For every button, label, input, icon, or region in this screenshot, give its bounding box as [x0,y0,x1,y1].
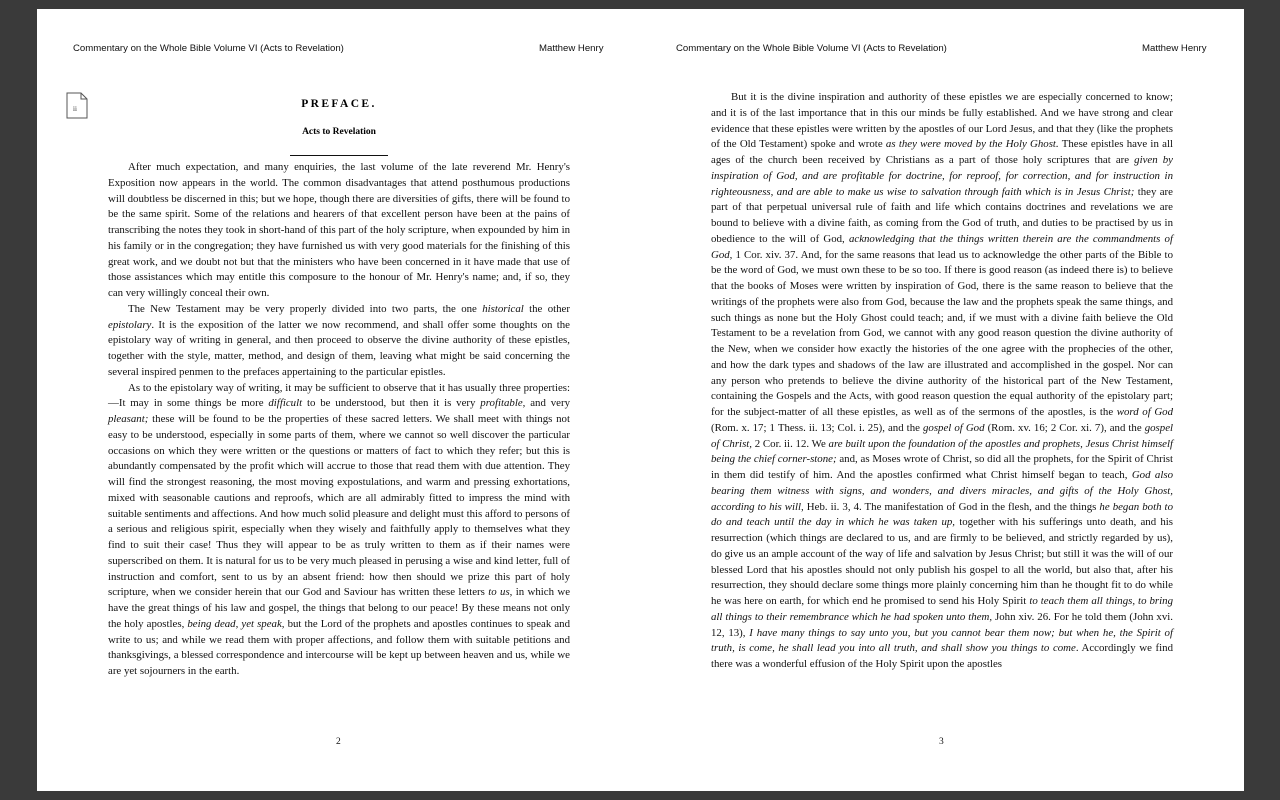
text-run: 1 Cor. xiv. 37. And, for the same reasons that lead us to acknowledge the other parts of the Bible to be the word of God, we must own these to be so too. If there is good reason (as indeed there is) to believe that the books of Moses were written by inspiration of God, there is the same reason to believe that the writings of the prophets were also from God, because the law and the prophets speak the same things, and such things as none but the Holy Ghost could teach; and, if we must with a divine faith believe the Old Testament to be a revelation from God, we cannot with any good reason question the divine authority of the New, when we consider how exactly the histories of the one agree with the prophecies of the other, and how the dark types and shadows of the law are illustrated and accomplished in the gospel. Nor can any person who pretends to believe the divine authority of the historical part of the New Testament, containing the Gospels and the Acts, with good reason question the equal authority of the epistolary part; for the subject-matter of all these epistles, as well as of the sermons of the apostles, is the [711,248,1173,418]
text-run: but the Lord of the prophets and apostles continues to speak and write to us; and while we read them with proper affections, and follow them with suitable petitions and thanksgivings, a blessed correspondence and intercourse will be kept up between heaven and us, while we are yet sojourners in the earth. [108,617,570,677]
page-thumbnail-label: ii [73,105,77,113]
paragraph [711,90,1173,673]
document-icon [66,92,88,119]
running-header-author: Matthew Henry [1142,43,1207,54]
italic-text: word of God [1116,406,1173,418]
text-run: in which we have the great things of his law and gospel, the things that belong to our peace! By these means not only the holy apostles, [108,586,571,630]
page-right [640,9,1243,791]
paragraph [108,160,570,302]
text-run: to be understood, but then it is very [302,397,481,410]
text-run: together with his sufferings unto death, and his resurrection (which things are declared to us, and are firmly to be believed, and strictly regarded by us), do give us an ample account of the way of life and salvation by Jesus Christ; but still it was the will of our blessed Lord that his apostles should not only publish his gospel to all the world, but also that, after his resurrection, they should declare some things more plainly concerning him than he thought fit to do while he was here on earth, for which end he promised to send his Holy Spirit [711,516,1173,607]
italic-text: being dead, yet speak, [187,617,285,630]
text-run: (Rom. xv. 16; 2 Cor. xi. 7), and the [984,421,1145,434]
italic-text: as they were moved by the Holy Ghost. [885,138,1059,151]
text-run: But it is the divine inspiration and authority of these epistles we are especially concerned to know; and it is of the last importance that in this our minds be fully established. And we have strong and clear evidence that these epistles were written by the apostles of our Lord Jesus, and that they (like the prophets of the Old Testament) spoke and wrote [711,91,1173,151]
page-number: 2 [336,737,341,747]
italic-text: acknowledging that the things written therein are the commandments of God, [711,232,1173,261]
running-header-author: Matthew Henry [539,43,604,54]
text-run: (Rom. x. 17; 1 Thess. ii. 13; Col. i. 25), and the [711,421,923,434]
text-run: and, as Moses wrote of Christ, so did all the prophets, for the Spirit of Christ in them did testify of him. And the apostles confirmed what Christ himself began to teach, [711,453,1173,481]
text-run: The New Testament may be very properly divided into two parts, the one [128,302,483,315]
italic-text: gospel of Christ, [711,421,1174,450]
document-viewer[interactable] [37,9,1244,791]
italic-text: epistolary [108,318,152,331]
italic-text: difficult [268,397,303,410]
text-run: these will be found to be the properties of these sacred letters. We shall meet with things not easy to be understood, especially in some parts of them, where we cannot so well discover the particular occasions on which they were written or the questions or matters of fact to which they refer; but this is abundantly compensated by the profit which will accrue to those that read them with due attention. They will find the strongest reasoning, the most moving expostulations, and warm and pressing exhortations, mixed with seasonable cautions and reproofs, which are all admirably fitted to impress the mind with suitable sentiments and affections. And how much solid pleasure and delight must this afford to persons of a serious and religious spirit, especially when they wisely and faithfully apply to themselves what they find to suit their case! Thus they will appear to be as truly written to them as if their names were superscribed on them. It is natural for us to be very much pleased in perusing a wise and kind letter, full of instruction and comfort, sent to us by an absent friend: how then should we prize this part of holy scripture, when we consider herein that our God and Saviour has written these letters [108,413,570,599]
text-run: . It is the exposition of the latter we now recommend, and shall offer some thoughts on the epistolary way of writing in general, and then proceed to observe the divine authority of these epistles, together with the style, matter, method, and design of them, leaving what might be said concerning the several inspired penmen to the prefaces appertaining to the particular epistles. [108,318,570,378]
italic-text: historical [482,302,524,315]
text-run: and very [525,397,570,410]
title-divider [290,155,388,156]
italic-text: gospel of God [922,421,985,434]
italic-text: I have many things to say unto you, but you cannot bear them now; but when he, the Spirit of truth, is come, he shall lead you into all truth, and shall show you things to come [711,626,1173,655]
italic-text: he began both to do and teach until the day in which he was taken up, [711,500,1173,529]
italic-text: are built upon the foundation of the apostles and prophets, Jesus Christ himself being the chief corner-stone; [711,437,1173,466]
running-header-title: Commentary on the Whole Bible Volume VI (Acts to Revelation) [676,43,947,54]
paragraph [108,302,570,381]
text-run: . Accordingly we find there was a wonderful effusion of the Holy Spirit upon the apostles [711,642,1173,670]
text-run: As to the epistolary way of writing, it may be sufficient to observe that it has usually three properties:—It may in some things be more [108,381,570,410]
italic-text: God also bearing them witness with signs, and wonders, and divers miracles, and gifts of the Holy Ghost, according to his will, [711,469,1173,513]
text-run: Heb. ii. 3, 4. The manifestation of God in the flesh, and the things [803,500,1100,513]
italic-text: given by inspiration of God, and are profitable for doctrine, for reproof, for correction, and for instruction in righteousness, and are able to make us wise to salvation through faith which is in Jesus Christ; [711,154,1173,198]
paragraph [108,381,570,680]
page-left [37,9,640,791]
preface-title: PREFACE. [301,98,377,110]
page-number: 3 [939,737,944,747]
text-run: After much expectation, and many enquiries, the last volume of the late reverend Mr. Henry's Exposition now appears in the world. The common disadvantages that attend posthumous productions will doubtless be discerned in this; but we hope, though there are diversities of gifts, there will be found to be the same spirit. Some of the relations and hearers of that excellent person have been at the pains of transcribing the notes they took in short-hand of this part of the holy scripture, when expounded by him in his family or in the congregation; they have furnished us with very good materials for the finishing of this great work, and we doubt not but that the ministers who have been concerned in it have made that use of those assistances which may entitle this composure to the honour of Mr. Henry's name; and, if so, they can very willingly conceal their own. [108,161,570,299]
italic-text: to us, [488,586,513,599]
right-body-text [711,90,1173,673]
text-run: 2 Cor. ii. 12. We [752,437,829,450]
page-thumbnail-icon[interactable] [66,92,88,119]
italic-text: profitable, [480,397,526,410]
text-run: the other [523,302,570,315]
text-run: These epistles have in all ages of the church been received by Christians as a part of those holy scriptures that are [711,138,1173,166]
running-header-title: Commentary on the Whole Bible Volume VI (Acts to Revelation) [73,43,344,54]
left-body-text [108,160,570,680]
text-run: John xiv. 26. For he told them (John xvi. 12, 13), [711,610,1173,639]
text-run: they are part of that perpetual universal rule of faith and life which contains doctrines and revelations we are bound to believe with a divine faith, as coming from the God of truth, and duties to be practised by us in obedience to the will of God, [711,185,1173,245]
italic-text: pleasant; [108,413,149,425]
preface-subtitle: Acts to Revelation [302,127,376,137]
italic-text: to teach them all things, to bring all things to their remembrance which he had spoken unto them, [711,595,1173,623]
